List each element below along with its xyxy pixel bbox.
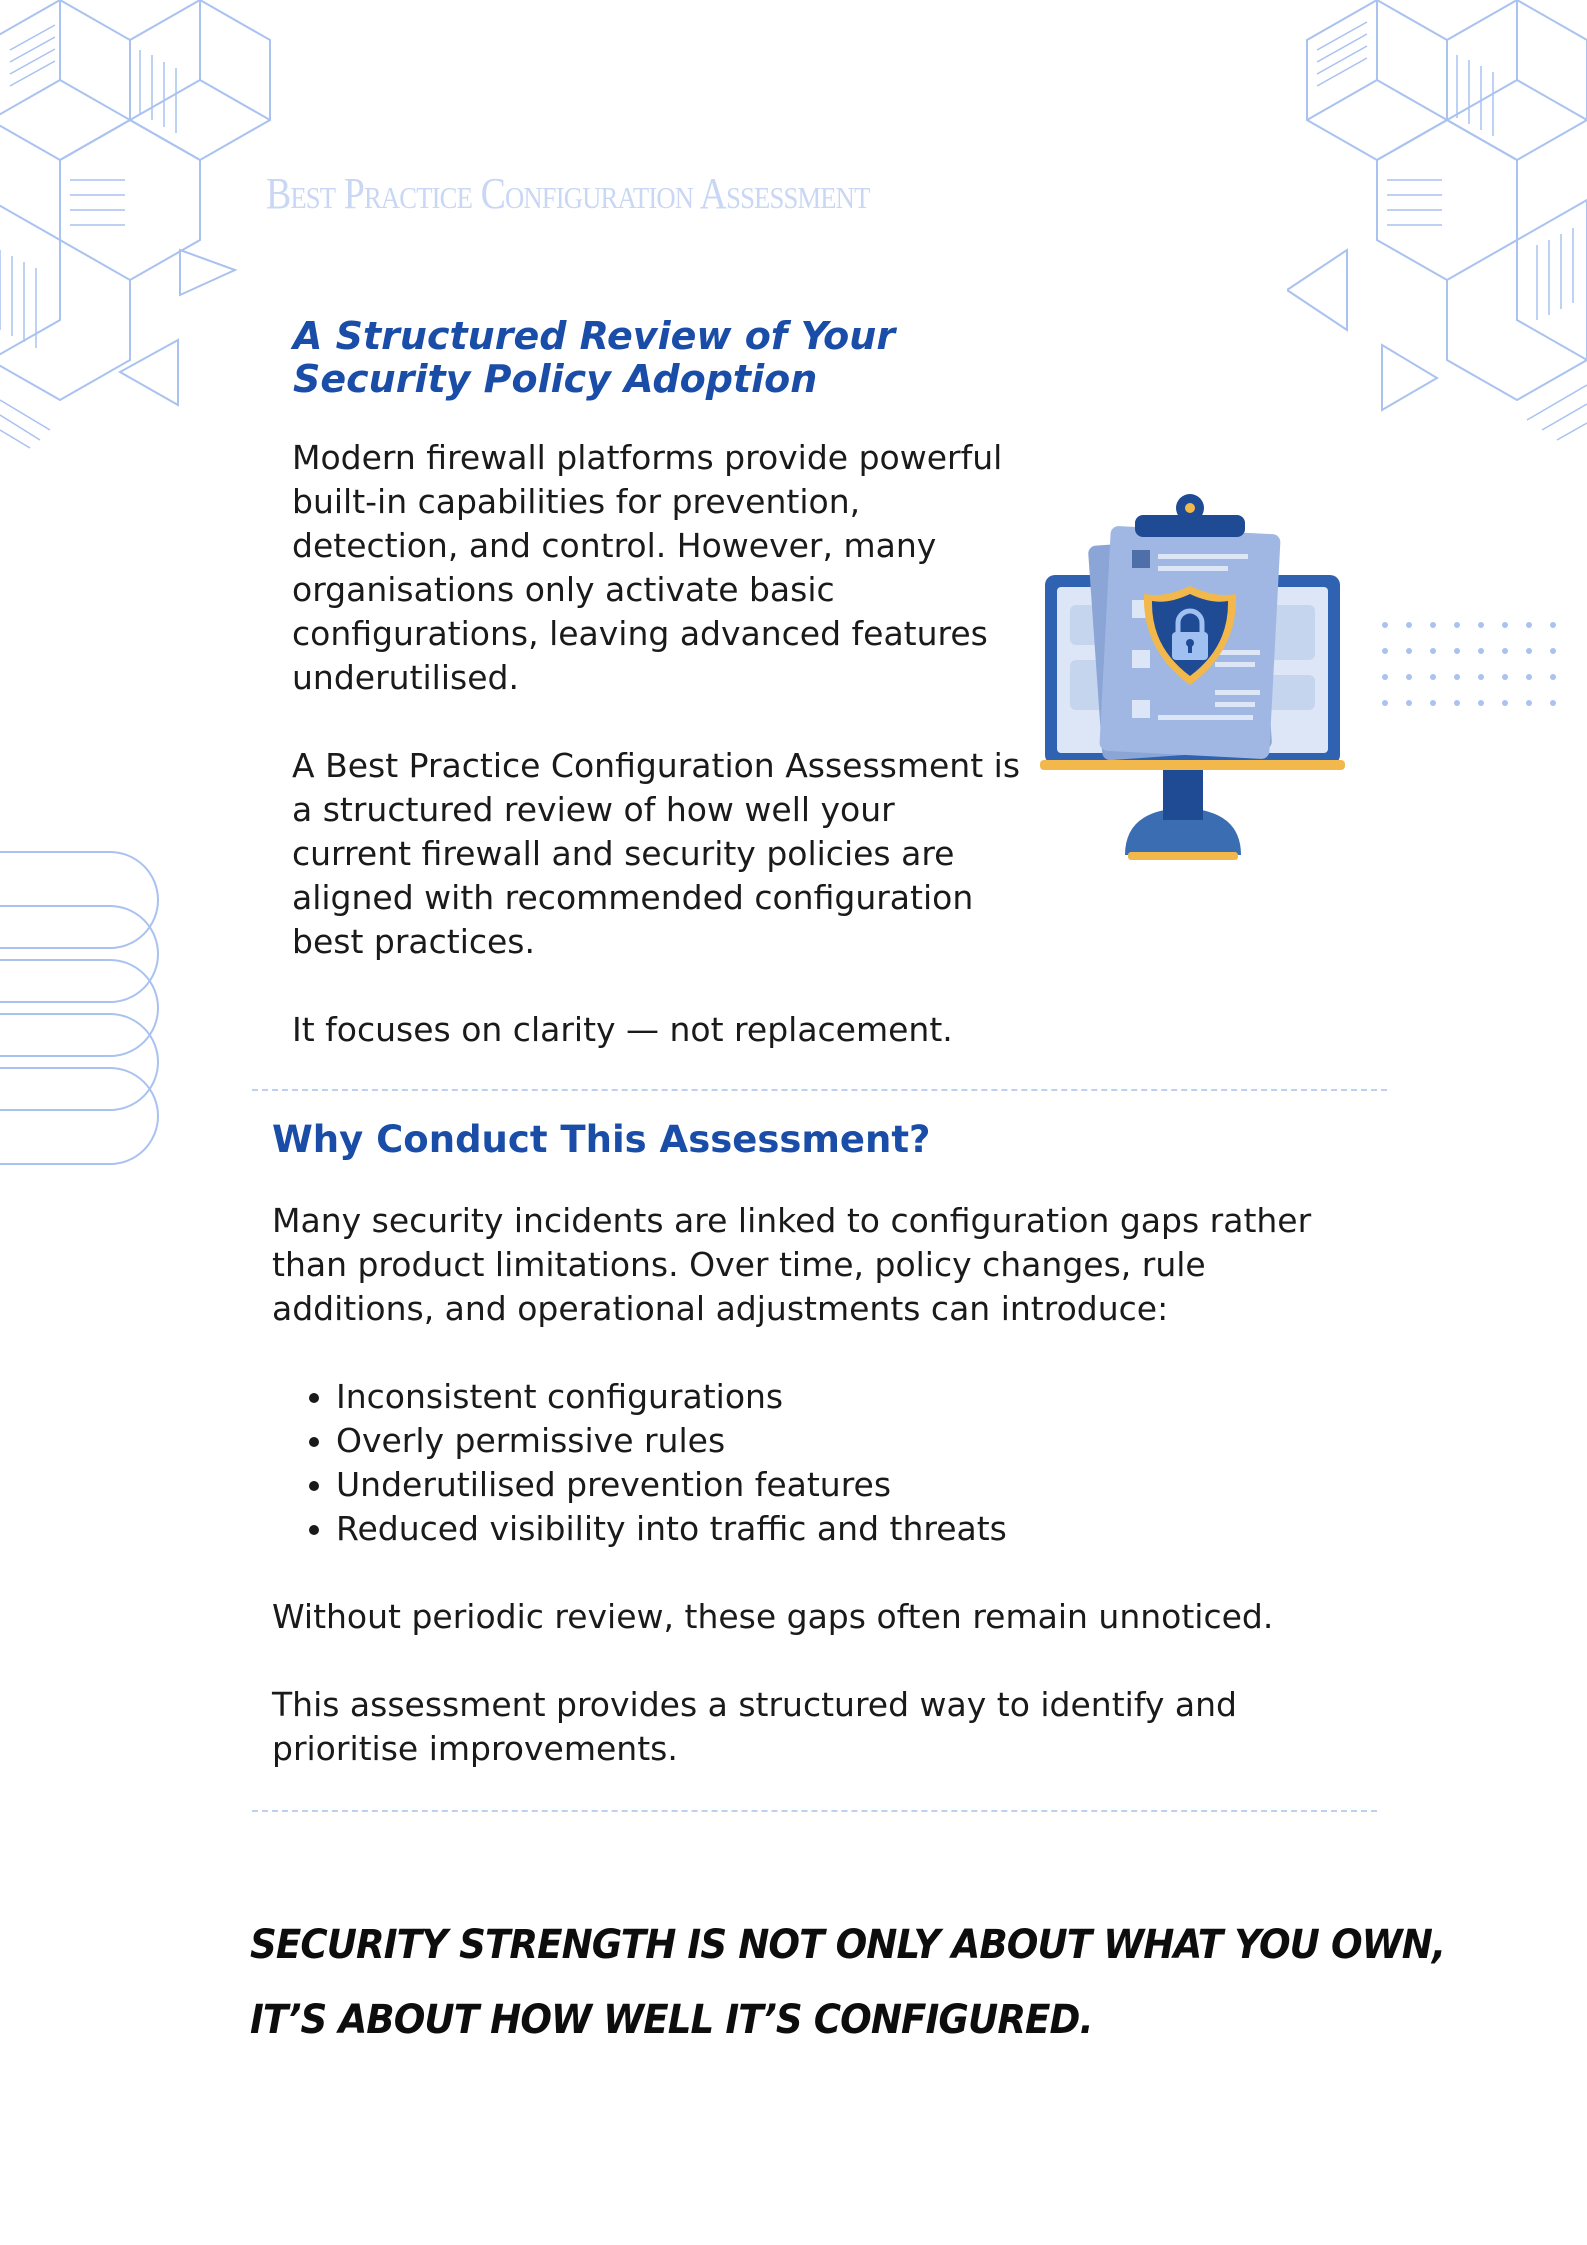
intro-heading	[293, 315, 993, 401]
geometric-cubes-decoration-right	[1287, 0, 1587, 460]
issues-list	[272, 1375, 1372, 1551]
document-title: Best Practice Configuration Assessment	[266, 169, 870, 218]
why-section-heading: Why Conduct This Assessment?	[272, 1118, 931, 1161]
intro-heading-line1: A Structured Review of Your	[293, 314, 896, 358]
why-section-paragraph: Without periodic review, these gaps often remain unnoticed.	[272, 1597, 1274, 1636]
intro-paragraph: It focuses on clarity — not replacement.	[292, 1010, 953, 1049]
intro-text	[292, 436, 1022, 1096]
section-divider	[252, 1089, 1387, 1091]
why-section-intro: Many security incidents are linked to configuration gaps rather than product limitations. Over time, policy changes, rule additions, and operational adjustments can introduce:	[272, 1201, 1312, 1328]
quote-line2: IT’S ABOUT HOW WELL IT’S CONFIGURED.	[250, 1997, 1093, 2043]
stacked-arcs-decoration	[0, 850, 170, 1180]
dot-grid-decoration	[1380, 615, 1560, 715]
why-section-body	[272, 1199, 1372, 1815]
closing-quote	[250, 1908, 1446, 2058]
geometric-cubes-decoration-left	[0, 0, 300, 460]
intro-paragraph: Modern firewall platforms provide powerful built-in capabilities for prevention, detection, and control. However, many organisations only activate basic configurations, leaving advanced features underutilised.	[292, 438, 1003, 697]
monitor-clipboard-shield-lock-icon	[1040, 490, 1350, 870]
quote-line1: SECURITY STRENGTH IS NOT ONLY ABOUT WHAT YOU OWN,	[250, 1922, 1446, 1968]
list-item: • Reduced visibility into traffic and threats	[336, 1507, 1372, 1551]
why-section-paragraph: This assessment provides a structured way to identify and prioritise improvements.	[272, 1685, 1237, 1768]
list-item: • Underutilised prevention features	[336, 1463, 1372, 1507]
list-item: • Overly permissive rules	[336, 1419, 1372, 1463]
intro-paragraph: A Best Practice Configuration Assessment is a structured review of how well your current firewall and security policies are aligned with recommended configuration best practices.	[292, 746, 1021, 961]
section-divider	[252, 1810, 1377, 1812]
list-item: • Inconsistent configurations	[336, 1375, 1372, 1419]
intro-heading-line2: Security Policy Adoption	[293, 357, 818, 401]
